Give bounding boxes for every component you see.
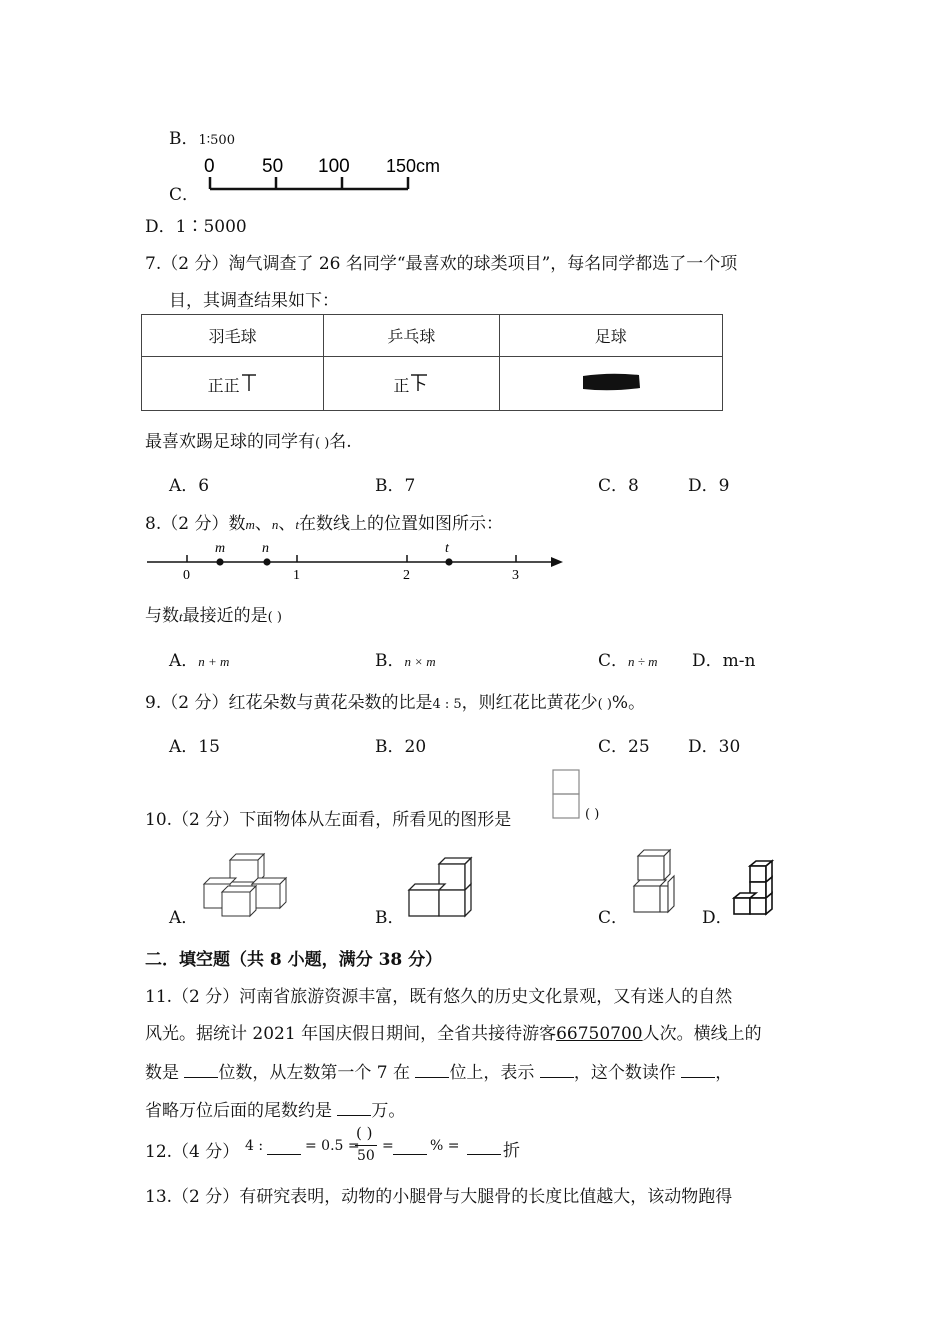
q7-option-d: D．9 xyxy=(688,476,730,496)
q11-line2: 风光。据统计 2021 年国庆假日期间，全省共接待游客66750700人次。横线上的 xyxy=(145,1024,762,1044)
number-line-figure xyxy=(143,538,568,584)
point-label-m: m xyxy=(215,541,226,556)
option-label: D． xyxy=(145,217,176,237)
scale-tick-0: 0 xyxy=(204,156,215,177)
q8-option-c: C．n ÷ m xyxy=(598,651,658,671)
tally-marks: 正 xyxy=(393,376,410,395)
option-value: 1∶500 xyxy=(198,133,235,148)
point-t xyxy=(445,558,452,565)
q7-stem-line2: 目，其调查结果如下： xyxy=(169,291,339,311)
blank xyxy=(184,1063,218,1078)
q8-question: 与数t最接近的是( ) xyxy=(145,606,282,626)
section-heading: 二．填空题（共 8 小题，满分 38 分） xyxy=(145,950,443,970)
tick-label-3: 3 xyxy=(512,568,519,583)
q10-option-a-figure xyxy=(200,852,292,920)
q9-stem: 9.（2 分）红花朵数与黄花朵数的比是4 : 5，则红花比黄花少( )%。 xyxy=(145,693,646,713)
scale-tick-150cm: 150cm xyxy=(386,156,441,176)
point-n xyxy=(263,558,270,565)
ink-blot-icon xyxy=(580,371,642,393)
q10-option-c-label: C． xyxy=(598,908,629,928)
blank xyxy=(337,1101,371,1116)
eq1: = 0.5 = xyxy=(305,1138,360,1154)
tally-badminton xyxy=(142,357,324,411)
q9-option-a: A．15 xyxy=(169,737,220,757)
tally-partial-icon xyxy=(409,371,429,393)
q8-option-b: B．n × m xyxy=(375,651,436,671)
blank xyxy=(267,1140,301,1155)
header-football: 足球 xyxy=(499,315,722,357)
q7-option-a: A．6 xyxy=(169,476,210,496)
q9-option-c: C．25 xyxy=(598,737,650,757)
q10-option-d-figure xyxy=(730,858,780,920)
point-label-n: n xyxy=(262,541,269,556)
q7-option-b: B．7 xyxy=(375,476,416,496)
q7-option-c: C．8 xyxy=(598,476,639,496)
q11-line4: 省略万位后面的尾数约是 万。 xyxy=(145,1101,406,1121)
q8-option-d: D．m-n xyxy=(692,651,756,671)
fraction-denominator: 50 xyxy=(357,1148,375,1164)
q12-stem: 12.（4 分） xyxy=(145,1142,240,1162)
q10-paren: ( ) xyxy=(585,807,600,822)
q10-option-b-label: B． xyxy=(375,908,405,928)
q10-stem: 10.（2 分）下面物体从左面看，所看见的图形是 xyxy=(145,810,512,830)
q9-option-b: B．20 xyxy=(375,737,427,757)
blank xyxy=(540,1063,574,1078)
ratio-start: 4 : xyxy=(245,1138,264,1154)
scale-bar-figure xyxy=(198,152,458,196)
q10-option-a-label: A． xyxy=(169,908,199,928)
option-label: B． xyxy=(169,129,199,149)
tick-label-1: 1 xyxy=(293,568,300,583)
q10-option-c-figure xyxy=(628,846,684,920)
q9-option-d: D．30 xyxy=(688,737,741,757)
scale-tick-50: 50 xyxy=(262,156,284,177)
header-badminton: 羽毛球 xyxy=(142,315,324,357)
q8-stem: 8.（2 分）数m、n、t在数线上的位置如图所示： xyxy=(145,514,503,534)
option-value: 1∶5000 xyxy=(175,217,247,237)
header-table-tennis: 乒乓球 xyxy=(324,315,499,357)
tally-football-blotted xyxy=(499,357,722,411)
tally-marks: 正正 xyxy=(207,376,240,395)
option-label: C． xyxy=(169,185,200,205)
tally-partial-icon xyxy=(240,371,258,393)
percent-eq: % = xyxy=(430,1138,460,1154)
q8-option-a: A．n + m xyxy=(169,651,230,671)
q6-option-d xyxy=(145,212,247,237)
tick-label-0: 0 xyxy=(183,568,190,583)
tally-table-tennis xyxy=(324,357,499,411)
q13-line1: 13.（2 分）有研究表明，动物的小腿骨与大腿骨的长度比值越大，该动物跑得 xyxy=(145,1187,733,1207)
q7-question: 最喜欢踢足球的同学有( )名. xyxy=(145,432,352,452)
underlined-number: 66750700 xyxy=(556,1024,643,1044)
tick-label-2: 2 xyxy=(403,568,410,583)
blank xyxy=(415,1063,449,1078)
fraction-numerator: ( ) xyxy=(356,1124,373,1142)
q10-option-d-label: D． xyxy=(702,908,733,928)
tally-table xyxy=(141,314,723,411)
q6-option-c xyxy=(169,180,199,205)
scale-tick-100: 100 xyxy=(318,156,350,177)
q11-line3: 数是 位数，从左数第一个 7 在 位上，表示 ，这个数读作 ， xyxy=(145,1063,733,1083)
q11-line1: 11.（2 分）河南省旅游资源丰富，既有悠久的历史文化景观，又有迷人的自然 xyxy=(145,987,733,1007)
q10-option-b-figure xyxy=(405,856,473,920)
point-label-t: t xyxy=(445,541,449,556)
discount-label: 折 xyxy=(503,1141,520,1161)
left-view-target-figure xyxy=(551,768,581,822)
blank xyxy=(393,1140,427,1155)
q7-stem-line1: 7.（2 分）淘气调查了 26 名同学“最喜欢的球类项目”，每名同学都选了一个项 xyxy=(145,254,738,274)
q6-option-b xyxy=(169,124,235,149)
point-m xyxy=(216,558,223,565)
blank xyxy=(467,1140,501,1155)
eq2: = xyxy=(382,1138,394,1154)
blank xyxy=(681,1063,715,1078)
